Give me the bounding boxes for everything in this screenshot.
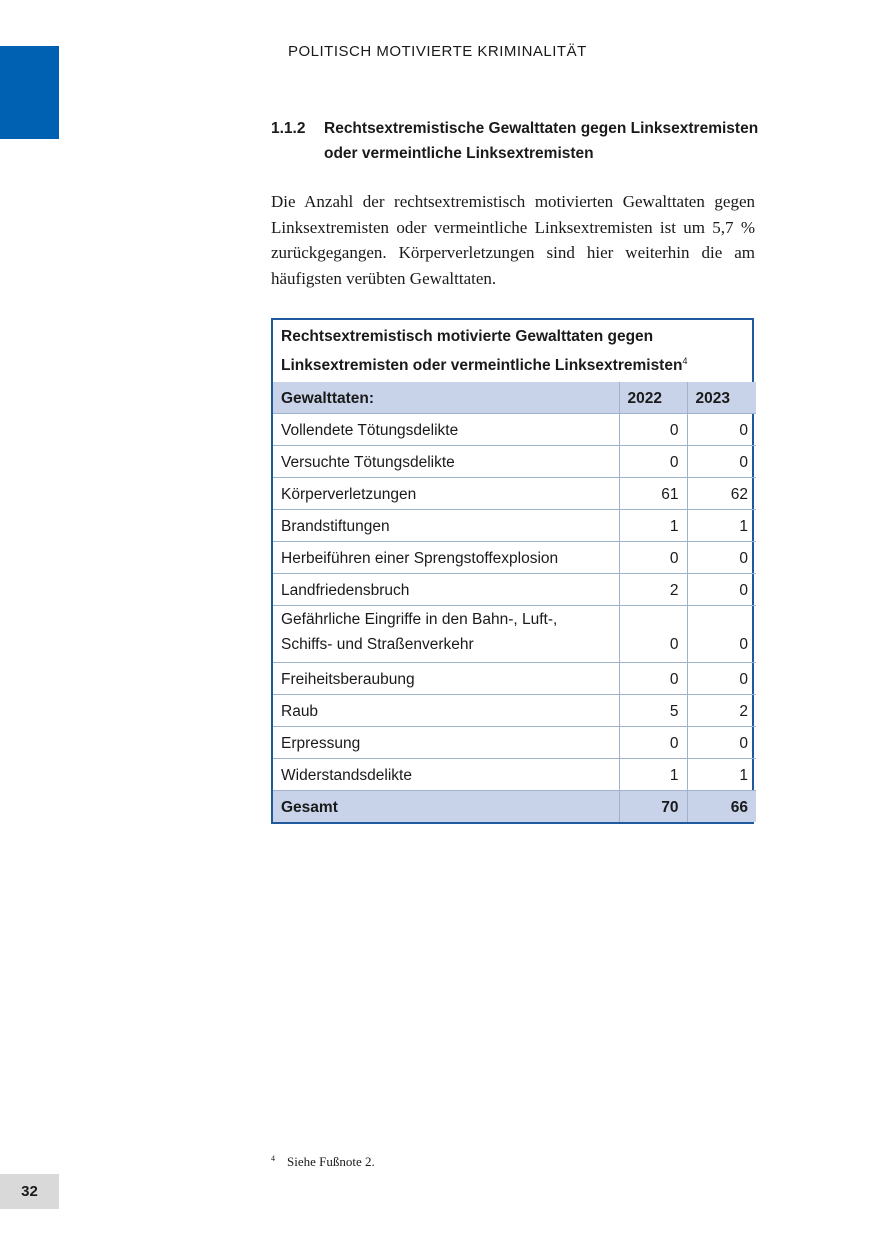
row-label: Brandstiftungen [273,510,619,542]
table-row [273,663,756,695]
table-caption [273,320,756,382]
row-label: Landfriedensbruch [273,574,619,606]
table-caption-footnote-ref: 4 [682,356,688,366]
table-row [273,574,756,606]
page-number: 32 [0,1174,59,1209]
value-2023: 0 [687,446,756,478]
section-title [324,116,761,166]
row-label: Widerstandsdelikte [273,759,619,791]
value-2023: 0 [687,606,756,663]
value-2022: 0 [619,414,687,446]
section-title-line1: Rechtsextremistische Gewalttaten gegen Linksextremisten [324,120,759,137]
value-2022: 5 [619,695,687,727]
running-header: POLITISCH MOTIVIERTE KRIMINALITÄT [288,43,587,60]
value-2022: 1 [619,510,687,542]
row-label: Versuchte Tötungsdelikte [273,446,619,478]
column-header-2022: 2022 [619,382,687,414]
table-row [273,606,756,663]
row-label: Erpressung [273,727,619,759]
footnote [271,1154,375,1170]
table-header-row [273,382,756,414]
total-2023: 66 [687,791,756,823]
table-caption-line1: Rechtsextremistisch motivierte Gewalttaten gegen [281,328,654,345]
value-2022: 0 [619,542,687,574]
value-2023: 0 [687,414,756,446]
total-label: Gesamt [273,791,619,823]
table-caption-line2: Linksextremisten oder vermeintliche Linksextremisten [281,357,683,374]
row-label: Körperverletzungen [273,478,619,510]
column-header-offense: Gewalttaten: [273,382,619,414]
violence-statistics-table [271,318,754,824]
value-2023: 0 [687,727,756,759]
value-2022: 0 [619,727,687,759]
row-label: Raub [273,695,619,727]
value-2023: 1 [687,510,756,542]
table-row [273,446,756,478]
table-row [273,727,756,759]
table-total-row [273,791,756,823]
section-heading [271,116,761,166]
value-2023: 0 [687,574,756,606]
value-2023: 2 [687,695,756,727]
row-label-line2: Schiffs- und Straßenverkehr [281,636,474,653]
value-2022: 0 [619,446,687,478]
row-label [273,606,619,663]
row-label: Vollendete Tötungsdelikte [273,414,619,446]
row-label-line1: Gefährliche Eingriffe in den Bahn-, Luft-, [281,611,558,628]
table-row [273,478,756,510]
row-label: Herbeiführen einer Sprengstoffexplosion [273,542,619,574]
section-title-line2: oder vermeintliche Linksextremisten [324,145,594,162]
value-2022: 0 [619,606,687,663]
row-label: Freiheitsberaubung [273,663,619,695]
footnote-text: Siehe Fußnote 2. [287,1154,375,1169]
value-2023: 62 [687,478,756,510]
table-row [273,510,756,542]
table-row [273,759,756,791]
value-2022: 61 [619,478,687,510]
value-2023: 1 [687,759,756,791]
section-number: 1.1.2 [271,120,306,137]
value-2022: 1 [619,759,687,791]
value-2022: 2 [619,574,687,606]
value-2023: 0 [687,542,756,574]
table-row [273,695,756,727]
total-2022: 70 [619,791,687,823]
column-header-2023: 2023 [687,382,756,414]
footnote-mark: 4 [271,1154,275,1163]
table-row [273,542,756,574]
chapter-color-tab [0,46,59,139]
value-2023: 0 [687,663,756,695]
value-2022: 0 [619,663,687,695]
table-row [273,414,756,446]
body-paragraph: Die Anzahl der rechtsextremistisch motivierten Gewalttaten gegen Linksextremisten oder vermeintliche Linksextremisten ist um 5,7 % zurückgegangen. Körperverletzungen sind hier weiterhin die am häufigsten verübten Gewalttaten. [271,192,755,288]
